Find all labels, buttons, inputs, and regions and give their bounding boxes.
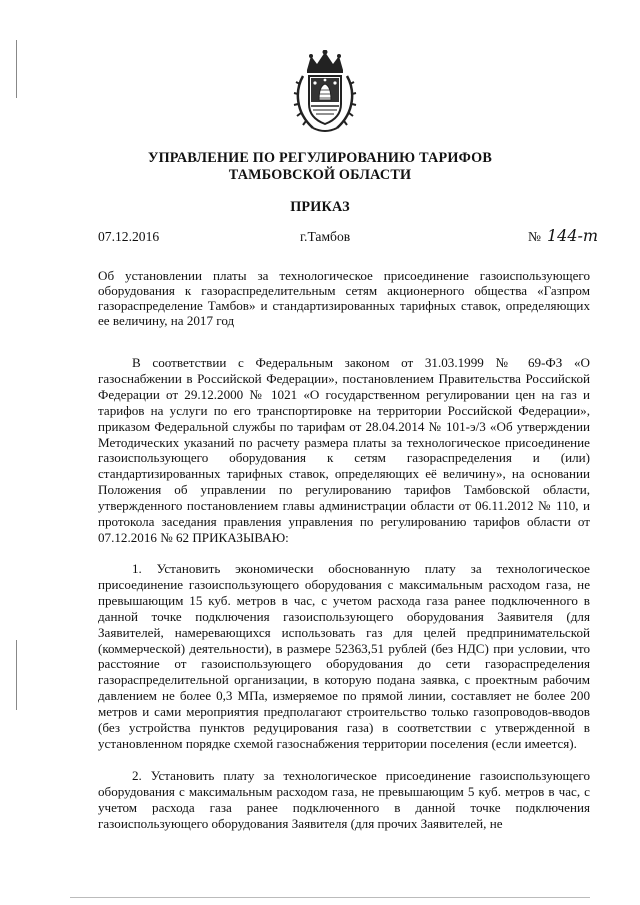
order-subject: Об установлении платы за технологическое присоединение газоиспользующего оборудования к газораспределительным сетям акционерного общества «Газпром газораспределение Тамбов» и стандартизированных тарифных ставок, определяющих ее величину, на 2017 год	[98, 268, 590, 328]
tambov-coat-of-arms-emblem	[293, 50, 357, 134]
order-item-2: 2. Установить плату за технологическое присоединение газоиспользующего оборудования с максимальным расходом газа, не превышающим 5 куб. метров в час, с учетом расхода газа ранее подключенного в данной точке подключения газоиспользующего оборудования Заявителя (для прочих Заявителей, не	[98, 768, 590, 831]
order-number	[528, 226, 598, 245]
org-name-line2: ТАМБОВСКОЙ ОБЛАСТИ	[228, 167, 412, 183]
margin-mark	[16, 640, 17, 710]
margin-mark	[16, 40, 17, 98]
order-city: г.Тамбов	[300, 229, 351, 244]
page-bottom-edge	[70, 897, 590, 898]
order-date: 07.12.2016	[98, 229, 160, 244]
preamble-paragraph: В соответствии с Федеральным законом от 31.03.1999 № 69-ФЗ «О газоснабжении в Российской Федерации», постановлением Правительства Российской Федерации от 29.12.2000 № 1021 «О государственном регулировании цен на газ и тарифов на услуги по его транспортировке на территории Российской Федерации», приказом Федеральной службы по тарифам от 28.04.2014 № 101-э/3 «Об утверждении Методических указаний по расчету размера платы за технологическое присоединение газоиспользующего оборудования к сетям газораспределения и (или) стандартизированных тарифных ставок, определяющих её величину», на основании Положения об управлении по регулированию тарифов Тамбовской области, утвержденного постановлением главы администрации области от 06.11.2012 № 110, и протокола заседания правления управления по регулированию тарифов области от 07.12.2016 № 62 ПРИКАЗЫВАЮ:	[98, 355, 590, 545]
document-type-title: ПРИКАЗ	[290, 199, 350, 215]
handwritten-order-number: 144-т	[546, 226, 599, 245]
org-name-line1: УПРАВЛЕНИЕ ПО РЕГУЛИРОВАНИЮ ТАРИФОВ	[147, 150, 493, 166]
number-label: №	[528, 229, 541, 244]
order-item-1: 1. Установить экономически обоснованную плату за технологическое присоединение газоиспользующего оборудования с максимальным расходом газа, не превышающим 15 куб. метров в час, с учетом расхода газа ранее подключенного в данной точке подключения газоиспользующего оборудования Заявителя (для Заявителей, намеревающихся использовать газ для целей предпринимательской (коммерческой) деятельности), в размере 52363,51 рублей (без НДС) при условии, что расстояние от газоиспользующего оборудования до сети газораспределения газораспределительной организации, в которую подана заявка, с проектным рабочим давлением не более 0,3 МПа, измеряемое по прямой линии, составляет не более 200 метров и сами мероприятия предполагают строительство только газопроводов-вводов (без устройства пунктов редуцирования газа) в соответствии с утвержденной в установленном порядке схемой газоснабжения территории поселения (если имеется).	[98, 561, 590, 751]
